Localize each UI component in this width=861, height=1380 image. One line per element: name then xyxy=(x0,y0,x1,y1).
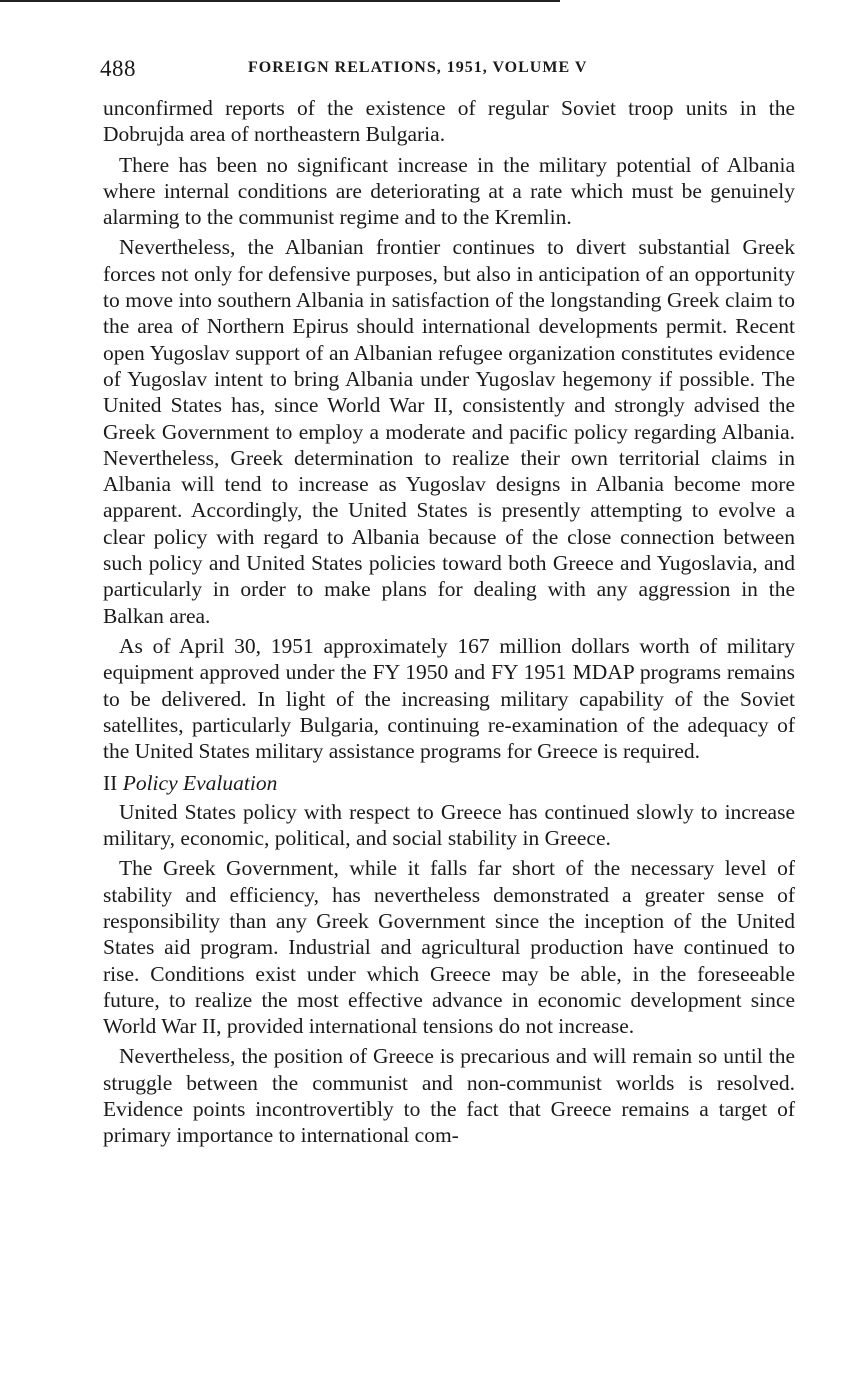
paragraph-precarious-position: Nevertheless, the position of Greece is precarious and will remain so until the struggle between the communist and non-communist worlds is resolved. Evidence points incontrovertibly to the fact that Greece remains a target of primary importance to international com- xyxy=(103,1044,795,1148)
section-title: Policy Evaluation xyxy=(122,771,278,796)
body-text xyxy=(103,95,795,1153)
paragraph-continued: unconfirmed reports of the existence of regular Soviet troop units in the Dobrujda area of northeastern Bulgaria. xyxy=(103,96,795,147)
paragraph-policy-stability: United States policy with respect to Greece has continued slowly to increase military, economic, political, and social stability in Greece. xyxy=(103,799,795,851)
top-rule xyxy=(0,0,560,2)
paragraph-albanian-frontier: Nevertheless, the Albanian frontier continues to divert substantial Greek forces not only for defensive purposes, but also in anticipation of an opportunity to move into southern Albania in satisfaction of the longstanding Greek claim to the area of Northern Epirus should international developments permit. Recent open Yugoslav support of an Albanian refugee organization constitutes evidence of Yugoslav intent to bring Albania under Yugoslav hegemony if possible. The United States has, since World War II, consistently and strongly advised the Greek Government to employ a moderate and pacific policy regarding Albania. Nevertheless, Greek determination to realize their own territorial claims in Albania will tend to increase as Yugoslav designs in Albania become more apparent. Accordingly, the United States is presently attempting to evolve a clear policy with regard to Albania because of the close connection between such policy and United States policies toward both Greece and Yugoslavia, and particularly in order to make plans for dealing with any aggression in the Balkan area. xyxy=(103,235,795,628)
paragraph-mdap-equipment: As of April 30, 1951 approximately 167 million dollars worth of military equipment approved under the FY 1950 and FY 1951 MDAP programs remains to be delivered. In light of the increasing military capability of the Soviet satellites, particularly Bulgaria, continuing re-examination of the adequacy of the United States military assistance programs for Greece is required. xyxy=(103,633,795,764)
page-header xyxy=(100,56,800,86)
running-head: FOREIGN RELATIONS, 1951, VOLUME V xyxy=(248,59,588,76)
paragraph-albania-military: There has been no significant increase in the military potential of Albania where internal conditions are deteriorating at a rate which must be genuinely alarming to the communist regime and to the Kremlin. xyxy=(103,152,795,230)
paragraph-greek-government: The Greek Government, while it falls far short of the necessary level of stability and efficiency, has nevertheless demonstrated a greater sense of responsibility than any Greek Government since the inception of the United States aid program. Industrial and agricultural production have continued to rise. Conditions exist under which Greece may be able, in the foreseeable future, to realize the most effective advance in economic development since World War II, provided international tensions do not increase. xyxy=(103,856,795,1039)
page-number: 488 xyxy=(100,56,136,81)
section-heading xyxy=(103,770,795,796)
section-number: II xyxy=(103,771,118,796)
